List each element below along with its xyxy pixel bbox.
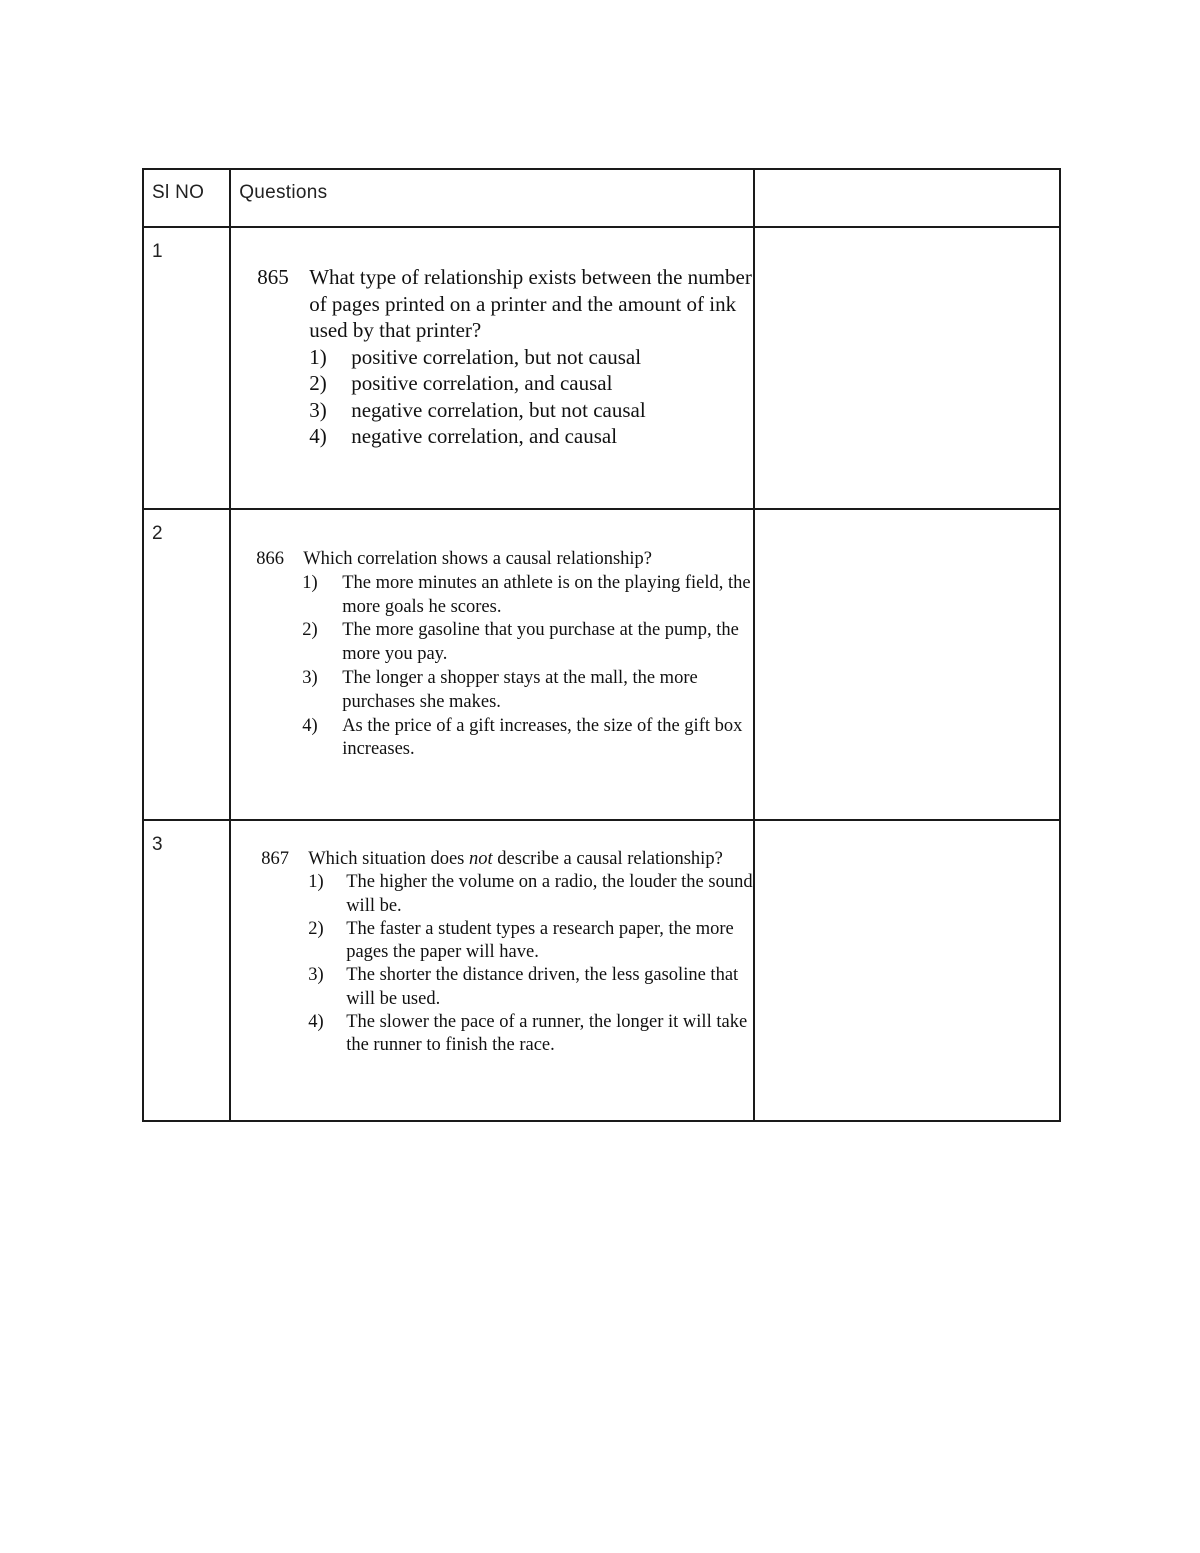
option-text: positive correlation, and causal [351, 371, 613, 395]
question-table [142, 168, 1061, 1122]
option-list [309, 344, 753, 450]
option-text: positive correlation, but not causal [351, 344, 642, 369]
option-number: 1) [302, 572, 318, 593]
option-4 [308, 1011, 753, 1058]
option-number: 4) [309, 424, 327, 448]
question-text: What type of relationship exists between the number of pages printed on a printer and the amount of ink used by that printer? [309, 265, 752, 342]
option-text: The shorter the distance driven, the less gasoline that will be used. [346, 965, 739, 1009]
option-1 [302, 572, 753, 620]
option-4 [302, 715, 753, 763]
option-3 [302, 667, 753, 715]
question-text-part: describe a causal relationship? [492, 849, 723, 869]
option-number: 2) [309, 371, 327, 395]
question-text: Which correlation shows a causal relationship? [303, 549, 652, 569]
header-sl-no: Sl NO [143, 169, 230, 227]
option-1 [309, 344, 753, 371]
option-number: 3) [309, 397, 327, 422]
answer-cell[interactable] [754, 820, 1060, 1121]
table-row [143, 820, 1060, 1121]
option-number: 2) [308, 918, 324, 939]
question-text [308, 848, 753, 871]
sl-number: 1 [143, 227, 230, 509]
option-text: The higher the volume on a radio, the louder the sound will be. [346, 872, 753, 916]
question-emphasis: not [469, 849, 493, 869]
question-cell [230, 820, 754, 1121]
question-cell [230, 509, 754, 820]
option-3 [309, 397, 753, 424]
question-866 [231, 510, 753, 762]
option-3 [308, 964, 753, 1011]
question-865 [231, 228, 753, 450]
question-text-part: Which situation does [308, 849, 470, 869]
option-number: 2) [302, 620, 318, 641]
option-number: 1) [308, 872, 324, 893]
option-text: The longer a shopper stays at the mall, the more purchases she makes. [342, 667, 698, 712]
option-2 [309, 370, 753, 397]
option-text: The more minutes an athlete is on the playing field, the more goals he scores. [342, 572, 751, 617]
table-row [143, 509, 1060, 820]
answer-cell[interactable] [754, 509, 1060, 820]
option-number: 3) [302, 667, 318, 688]
option-number: 1) [309, 344, 327, 369]
option-number: 4) [308, 1012, 324, 1033]
option-1 [308, 871, 753, 918]
table-row [143, 227, 1060, 509]
option-text: negative correlation, and causal [351, 424, 618, 448]
option-list [302, 572, 753, 762]
option-2 [302, 619, 753, 667]
option-text: The faster a student types a research paper, the more pages the paper will have. [346, 918, 734, 963]
option-text: negative correlation, but not causal [351, 397, 646, 422]
option-number: 4) [302, 715, 318, 736]
option-list [308, 871, 753, 1057]
option-text: As the price of a gift increases, the size of the gift box increases. [342, 715, 743, 760]
sl-number: 2 [143, 509, 230, 820]
option-2 [308, 918, 753, 965]
answer-cell[interactable] [754, 227, 1060, 509]
sl-number: 3 [143, 820, 230, 1121]
header-questions: Questions [230, 169, 754, 227]
option-number: 3) [308, 965, 324, 986]
option-4 [309, 423, 753, 450]
header-answer [754, 169, 1060, 227]
option-text: The slower the pace of a runner, the longer it will take the runner to finish the race. [346, 1012, 748, 1056]
table-header-row [143, 169, 1060, 227]
question-number: 867 [261, 849, 289, 869]
question-number: 865 [257, 265, 289, 289]
question-867 [231, 821, 753, 1058]
question-number: 866 [256, 549, 284, 569]
question-cell [230, 227, 754, 509]
option-text: The more gasoline that you purchase at the pump, the more you pay. [342, 620, 739, 665]
